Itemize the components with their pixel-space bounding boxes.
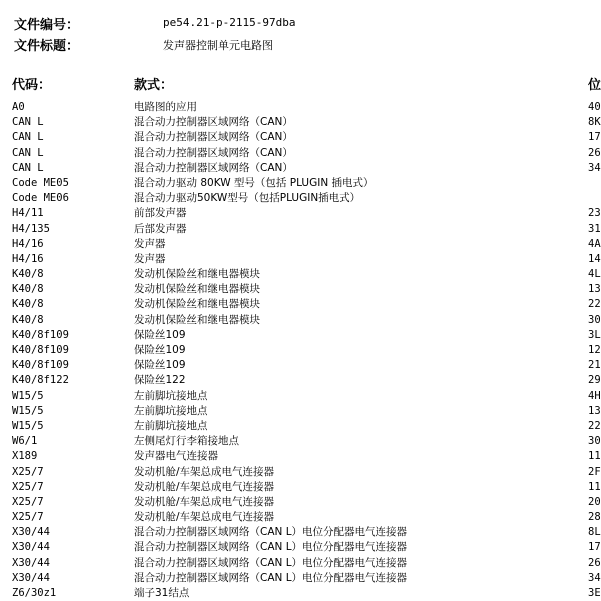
cell-position: 4L xyxy=(588,268,601,281)
table-row xyxy=(0,115,601,130)
cell-model: 混合动力控制器区域网络（CAN） xyxy=(134,131,293,144)
table-row xyxy=(0,389,601,404)
cell-position: 14 xyxy=(588,252,601,265)
cell-model: 保险丝109 xyxy=(134,328,186,341)
cell-model: 后部发声器 xyxy=(134,222,187,235)
cell-code: K40/8f109 xyxy=(12,344,69,356)
table-row xyxy=(0,252,601,267)
table-row xyxy=(0,465,601,480)
cell-model: 发声器 xyxy=(134,237,166,250)
cell-position: 13 xyxy=(588,404,601,417)
table-row xyxy=(0,282,601,297)
cell-code: CAN L xyxy=(12,161,44,174)
cell-code: K40/8 xyxy=(12,283,44,296)
table-row xyxy=(0,297,601,312)
cell-position: 4H xyxy=(588,389,601,402)
table-row xyxy=(0,267,601,282)
cell-code: Code ME06 xyxy=(12,192,69,205)
table-row xyxy=(0,237,601,252)
cell-model: 保险丝122 xyxy=(134,374,186,387)
cell-code: H4/16 xyxy=(12,237,44,250)
cell-position: 17 xyxy=(588,131,601,144)
cell-model: 混合动力控制器区域网络（CAN） xyxy=(134,116,293,129)
table-row xyxy=(0,161,601,176)
table-row xyxy=(0,571,601,586)
cell-model: 发动机舱/车架总成电气连接器 xyxy=(134,465,275,478)
cell-position: 12 xyxy=(588,344,601,356)
cell-position: 34 xyxy=(588,161,601,174)
cell-position: 4A xyxy=(588,237,601,250)
cell-position: 13 xyxy=(588,283,601,296)
cell-model: 发声器 xyxy=(134,252,166,265)
cell-model: 保险丝109 xyxy=(134,359,186,372)
cell-model: 混合动力控制器区域网络（CAN L）电位分配器电气连接器 xyxy=(134,571,408,584)
table-row xyxy=(0,449,601,464)
cell-code: Z6/30z1 xyxy=(12,587,57,599)
table-row xyxy=(0,222,601,237)
table-row xyxy=(0,176,601,191)
table-row xyxy=(0,510,601,525)
cell-model: 保险丝109 xyxy=(134,344,186,356)
cell-position: 22 xyxy=(588,419,601,432)
cell-code: X25/7 xyxy=(12,480,44,493)
cell-position: 17 xyxy=(588,541,601,554)
cell-position: 21 xyxy=(588,359,601,372)
cell-model: 混合动力控制器区域网络（CAN L）电位分配器电气连接器 xyxy=(134,526,408,539)
cell-model: 发动机保险丝和继电器模块 xyxy=(134,268,260,281)
table-row xyxy=(0,191,601,206)
cell-code: X25/7 xyxy=(12,465,44,478)
cell-model: 发动机保险丝和继电器模块 xyxy=(134,313,260,326)
cell-code: K40/8 xyxy=(12,298,44,311)
cell-model: 左前脚坑接地点 xyxy=(134,419,208,432)
cell-position: 29 xyxy=(588,374,601,387)
cell-code: X30/44 xyxy=(12,556,50,569)
table-row xyxy=(0,373,601,388)
cell-position: 34 xyxy=(588,571,601,584)
cell-position: 26 xyxy=(588,556,601,569)
cell-position: 26 xyxy=(588,146,601,159)
cell-position: 8K xyxy=(588,116,601,129)
cell-position: 40 xyxy=(588,101,601,113)
cell-position: 23 xyxy=(588,207,601,220)
cell-code: X25/7 xyxy=(12,511,44,524)
header-position: 位 xyxy=(588,78,601,93)
cell-code: A0 xyxy=(12,101,25,113)
cell-position: 11 xyxy=(588,450,601,463)
cell-code: K40/8f122 xyxy=(12,374,69,387)
table-row xyxy=(0,540,601,555)
cell-model: 端子31结点 xyxy=(134,587,190,599)
table-row xyxy=(0,146,601,161)
table-row xyxy=(0,556,601,571)
cell-code: H4/11 xyxy=(12,207,44,220)
cell-model: 发声器电气连接器 xyxy=(134,450,218,463)
cell-code: W15/5 xyxy=(12,404,44,417)
table-row xyxy=(0,206,601,221)
cell-model: 混合动力控制器区域网络（CAN） xyxy=(134,146,293,159)
cell-position: 22 xyxy=(588,298,601,311)
cell-model: 发动机舱/车架总成电气连接器 xyxy=(134,480,275,493)
cell-position: 2F xyxy=(588,465,601,478)
cell-code: X30/44 xyxy=(12,571,50,584)
table-row xyxy=(0,586,601,601)
cell-model: 发动机保险丝和继电器模块 xyxy=(134,298,260,311)
cell-code: X30/44 xyxy=(12,526,50,539)
parts-table xyxy=(0,100,601,601)
cell-code: K40/8f109 xyxy=(12,328,69,341)
cell-model: 前部发声器 xyxy=(134,207,187,220)
cell-code: X25/7 xyxy=(12,495,44,508)
doc-title-label: 文件标题： xyxy=(14,39,80,54)
cell-code: CAN L xyxy=(12,116,44,129)
table-row xyxy=(0,480,601,495)
doc-number-value: pe54.21-p-2115-97dba xyxy=(163,16,296,29)
cell-model: 混合动力控制器区域网络（CAN） xyxy=(134,161,293,174)
cell-position: 30 xyxy=(588,313,601,326)
cell-position: 3L xyxy=(588,328,601,341)
cell-position: 20 xyxy=(588,495,601,508)
cell-position: 11 xyxy=(588,480,601,493)
cell-code: CAN L xyxy=(12,131,44,144)
cell-code: K40/8f109 xyxy=(12,359,69,372)
table-row xyxy=(0,358,601,373)
cell-position: 28 xyxy=(588,511,601,524)
doc-number-label: 文件编号： xyxy=(14,18,80,33)
table-row xyxy=(0,404,601,419)
cell-model: 混合动力控制器区域网络（CAN L）电位分配器电气连接器 xyxy=(134,541,408,554)
cell-code: H4/135 xyxy=(12,222,50,235)
header-code: 代码： xyxy=(12,78,52,93)
cell-model: 左前脚坑接地点 xyxy=(134,404,208,417)
cell-position: 8L xyxy=(588,526,601,539)
cell-model: 混合动力控制器区域网络（CAN L）电位分配器电气连接器 xyxy=(134,556,408,569)
table-row xyxy=(0,130,601,145)
table-row xyxy=(0,100,601,115)
table-row xyxy=(0,328,601,343)
cell-position: 30 xyxy=(588,435,601,448)
table-row xyxy=(0,313,601,328)
cell-code: W6/1 xyxy=(12,435,38,448)
table-row xyxy=(0,419,601,434)
cell-position: 31 xyxy=(588,222,601,235)
cell-code: X30/44 xyxy=(12,541,50,554)
cell-code: H4/16 xyxy=(12,252,44,265)
cell-code: X189 xyxy=(12,450,38,463)
cell-code: K40/8 xyxy=(12,268,44,281)
cell-model: 左侧尾灯行李箱接地点 xyxy=(134,435,239,448)
cell-model: 混合动力驱动 80KW 型号（包括 PLUGIN 插电式） xyxy=(134,176,374,189)
table-row xyxy=(0,434,601,449)
cell-model: 电路图的应用 xyxy=(134,101,197,113)
table-row xyxy=(0,343,601,358)
cell-code: W15/5 xyxy=(12,389,44,402)
cell-model: 发动机舱/车架总成电气连接器 xyxy=(134,495,275,508)
cell-code: CAN L xyxy=(12,146,44,159)
cell-code: Code ME05 xyxy=(12,176,69,189)
cell-model: 混合动力驱动50KW型号（包括PLUGIN插电式） xyxy=(134,192,361,205)
cell-model: 发动机舱/车架总成电气连接器 xyxy=(134,511,275,524)
table-row xyxy=(0,495,601,510)
cell-position: 3E xyxy=(588,587,601,599)
cell-model: 发动机保险丝和继电器模块 xyxy=(134,283,260,296)
cell-code: K40/8 xyxy=(12,313,44,326)
header-model: 款式： xyxy=(134,78,174,93)
cell-model: 左前脚坑接地点 xyxy=(134,389,208,402)
table-row xyxy=(0,525,601,540)
cell-code: W15/5 xyxy=(12,419,44,432)
doc-title-value: 发声器控制单元电路图 xyxy=(163,39,273,52)
